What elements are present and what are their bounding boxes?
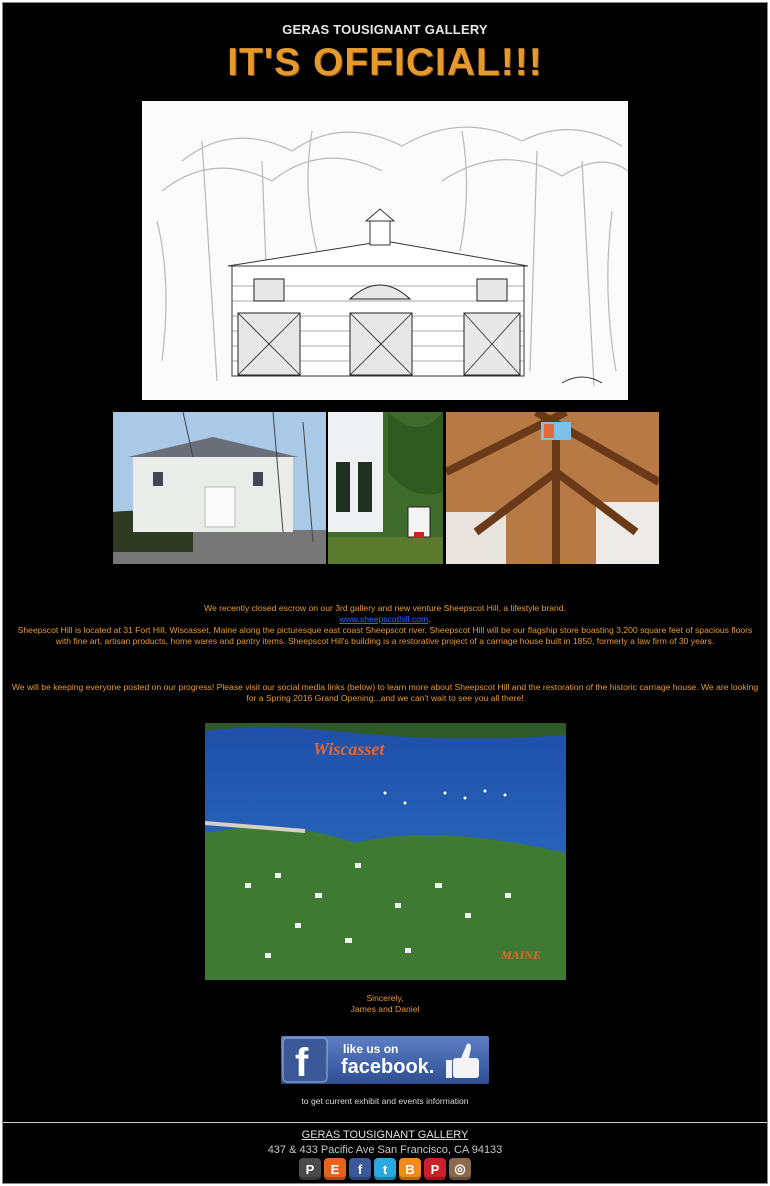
- headline: IT'S OFFICIAL!!!: [227, 41, 543, 84]
- sold-sign-photo: [328, 412, 443, 564]
- etsy-icon[interactable]: E: [324, 1158, 346, 1180]
- footer-gallery-name[interactable]: GERAS TOUSIGNANT GALLERY: [301, 1129, 469, 1141]
- website-link[interactable]: www.sheepscothill.com: [339, 614, 429, 624]
- location-paragraph: Sheepscot Hill is located at 31 Fort Hill, Wiscasset, Maine along the picturesque east coast Sheepscot river. Sheepscot Hill will be our flagship store boasting 3,200 square feet of spacious floors with fine art, artisan products, home wares and pantry items. Sheepscot Hill's building is a restorative project of a carriage house built in 1850, formerly a law firm of 30 years.: [17, 625, 753, 646]
- footer-address: 437 & 433 Pacific Ave San Francisco, CA 94133: [267, 1144, 503, 1156]
- pinterest-icon[interactable]: P: [424, 1158, 446, 1180]
- twitter-icon[interactable]: t: [374, 1158, 396, 1180]
- footer-divider: [3, 1122, 767, 1123]
- wiscasset-aerial-image: [205, 723, 566, 980]
- p-icon[interactable]: P: [299, 1158, 321, 1180]
- blogger-icon[interactable]: B: [399, 1158, 421, 1180]
- carriage-house-sketch: [142, 101, 628, 400]
- newsletter-frame: [2, 2, 768, 1184]
- facebook-banner-big: facebook.: [341, 1056, 435, 1078]
- gallery-title: GERAS TOUSIGNANT GALLERY: [282, 22, 488, 37]
- social-icons-row: [299, 1158, 471, 1180]
- facebook-f-icon: f: [295, 1041, 309, 1084]
- facebook-icon[interactable]: f: [349, 1158, 371, 1180]
- carriage-house-exterior-photo: [113, 412, 326, 564]
- progress-paragraph: We will be keeping everyone posted on our progress! Please visit our social media links (below) to learn more about Sheepscot Hill and the restoration of the historic carriage house. We are looking for a Spring 2016 Grand Opening...and we can't wait to see you all there!: [11, 682, 759, 703]
- facebook-like-banner[interactable]: [281, 1036, 489, 1084]
- facebook-banner-small: like us on: [343, 1042, 399, 1056]
- signoff-line2: James and Daniel: [350, 1004, 420, 1014]
- facebook-caption: to get current exhibit and events information: [301, 1096, 469, 1106]
- link-suffix: .: [428, 614, 431, 624]
- timber-ceiling-photo: [446, 412, 659, 564]
- announcement-line: We recently closed escrow on our 3rd gallery and new venture Sheepscot Hill, a lifestyle brand.: [204, 603, 566, 613]
- website-link-row: [9, 614, 761, 625]
- aerial-label-bottom: MAINE: [501, 948, 542, 962]
- signoff-line1: Sincerely,: [366, 993, 404, 1003]
- instagram-icon[interactable]: ◎: [449, 1158, 471, 1180]
- announcement-text: [9, 603, 761, 647]
- signoff: [3, 993, 767, 1015]
- aerial-label-top: Wiscasset: [313, 739, 385, 759]
